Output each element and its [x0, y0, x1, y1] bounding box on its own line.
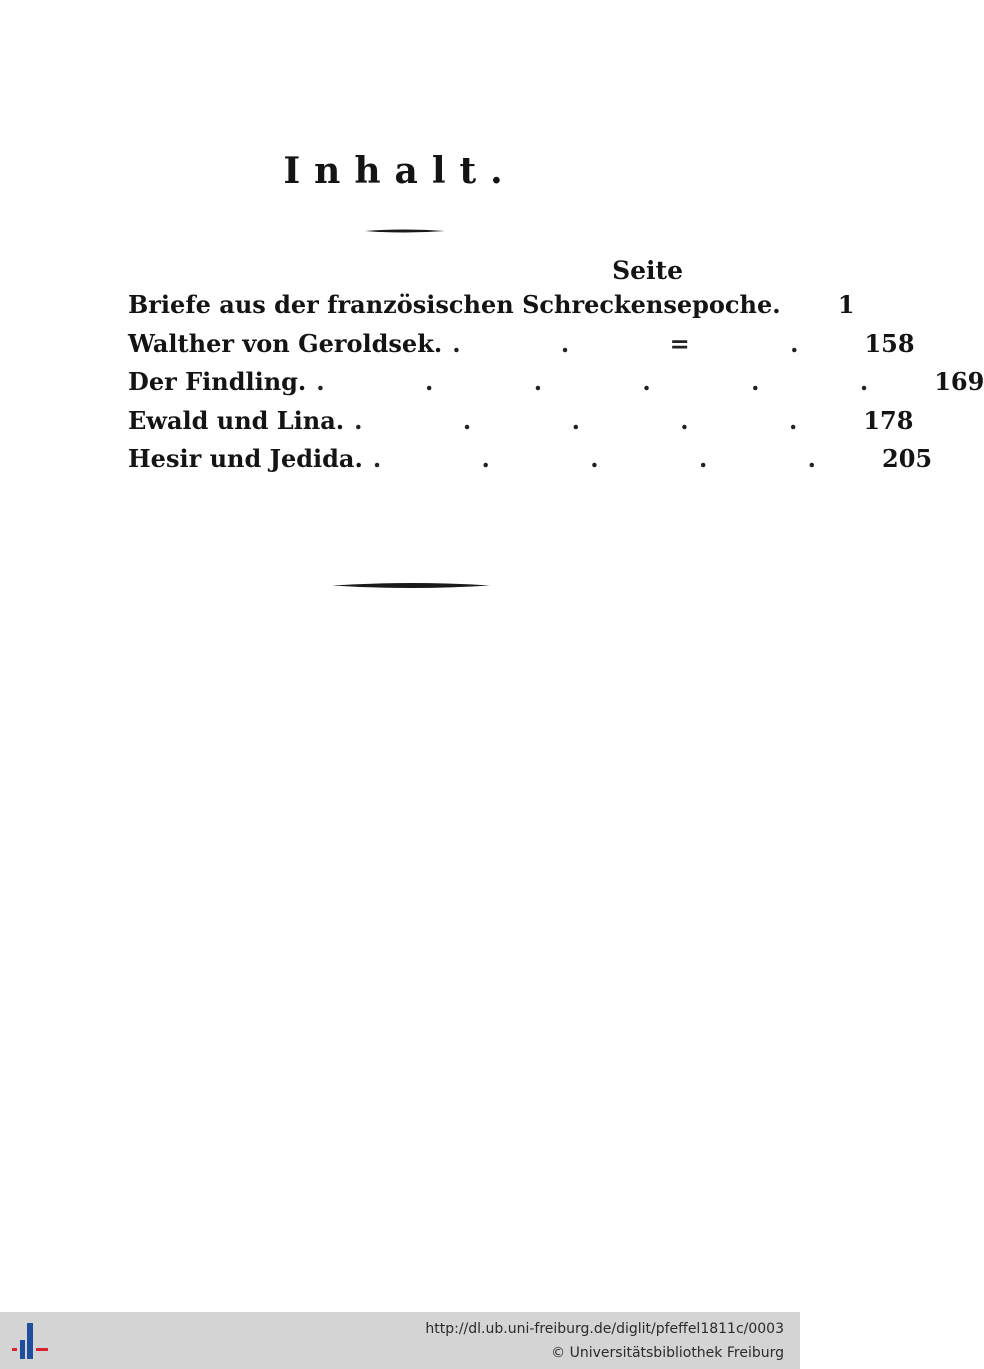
toc-entry-title: Ewald und Lina. [128, 405, 345, 435]
ornamental-rule-large [332, 582, 490, 589]
toc-entry-leader: . . = . [452, 328, 845, 358]
library-logo-icon [10, 1320, 50, 1362]
copyright-notice: © Universitätsbibliothek Freiburg [551, 1345, 784, 1361]
toc-entry [128, 367, 984, 406]
toc-entry [128, 444, 933, 483]
toc-entry-leader: . . . . . [354, 405, 844, 435]
toc-entry-title: Der Findling. [128, 367, 307, 396]
page-title: Inhalt. [283, 150, 517, 192]
toc-entry-title: Briefe aus der französischen Schreckensepoche. [128, 290, 781, 319]
toc-entry-page: 158 [864, 328, 915, 358]
toc-entry [128, 405, 914, 445]
toc-entry-page: 169 [934, 367, 984, 396]
toc-entry-title: Walther von Geroldsek. [128, 328, 443, 358]
page-column-label: Seite [612, 256, 683, 285]
toc-entry [128, 328, 915, 368]
table-of-contents [128, 290, 984, 483]
toc-entry-title: Hesir und Jedida. [128, 444, 363, 473]
ornamental-rule-small [365, 229, 445, 233]
toc-entry-leader: . . . . . [372, 444, 863, 473]
toc-entry-page: 178 [863, 405, 914, 435]
toc-entry-page: 1 [837, 290, 855, 319]
toc-entry-leader: . . . . . . [316, 367, 915, 396]
toc-entry-page: 205 [882, 444, 933, 473]
toc-entry [128, 290, 855, 329]
footer-bar [0, 1312, 800, 1369]
source-url[interactable]: http://dl.ub.uni-freiburg.de/diglit/pfeffel1811c/0003 [425, 1321, 784, 1337]
